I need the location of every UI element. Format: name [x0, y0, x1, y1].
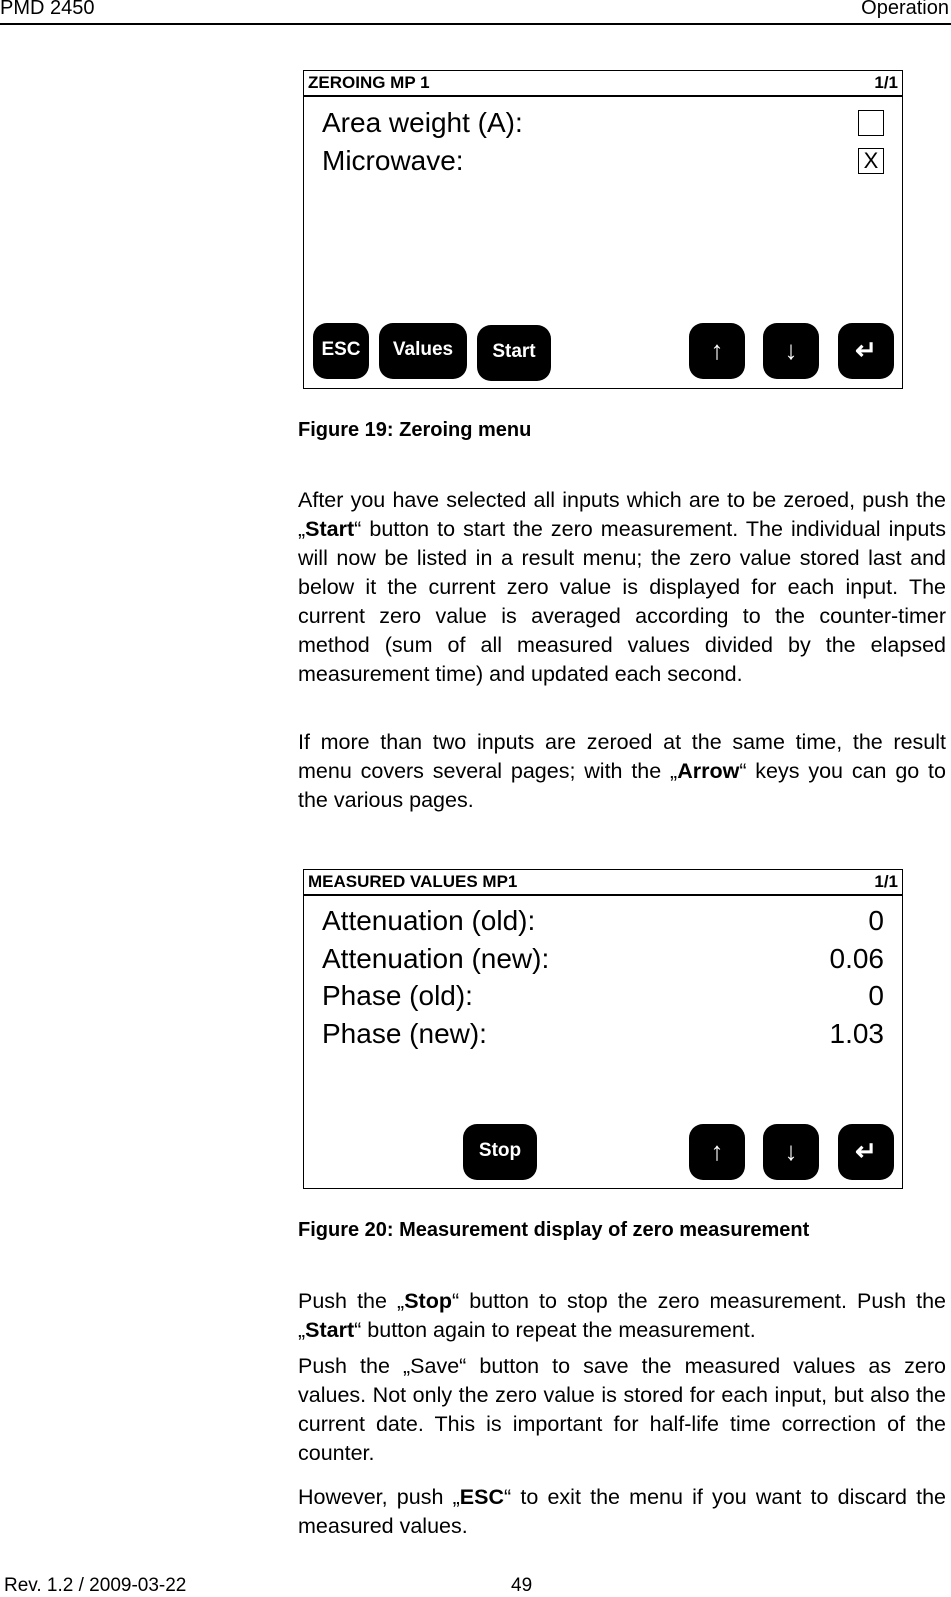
figure-20-caption: Figure 20: Measurement display of zero measurement	[298, 1219, 810, 1241]
measured-values-screen	[303, 869, 903, 1189]
zeroing-screen	[303, 70, 903, 389]
row-label: Area weight (A):	[322, 107, 523, 138]
screen-title: ZEROING MP 1	[308, 73, 430, 92]
start-button[interactable]: Start	[477, 325, 551, 381]
measured-row	[322, 978, 884, 1014]
stop-button[interactable]: Stop	[463, 1124, 537, 1180]
screen-title-bar	[304, 870, 902, 896]
header-divider	[0, 23, 951, 25]
screen-page-indicator: 1/1	[874, 872, 898, 891]
measured-row	[322, 941, 884, 977]
paragraph-start-instructions: After you have selected all inputs which are to be zeroed, push the „Start“ button to start the zero measurement. The individual inputs will now be listed in a result menu; the zero value stored last and below it the current zero value is displayed for each input. The current zero value is averaged according to the counter-timer method (sum of all measured values divided by the elapsed measurement time) and updated each second.	[298, 488, 946, 686]
row-label: Phase (new):	[322, 1018, 487, 1049]
enter-button[interactable]: ↵	[838, 323, 894, 379]
screen-page-indicator: 1/1	[874, 73, 898, 92]
paragraph-esc-instructions: However, push „ESC“ to exit the menu if you want to discard the measured values.	[298, 1485, 946, 1538]
footer-revision: Rev. 1.2 / 2009-03-22	[4, 1575, 187, 1596]
page-header-left: PMD 2450	[0, 0, 95, 19]
zeroing-row-microwave	[322, 143, 884, 179]
esc-button[interactable]: ESC	[313, 323, 369, 379]
row-label: Microwave:	[322, 145, 464, 176]
row-value: 0	[868, 980, 884, 1011]
screen-title-bar	[304, 71, 902, 97]
footer-page-number: 49	[511, 1575, 533, 1596]
screen-title: MEASURED VALUES MP1	[308, 872, 518, 891]
arrow-up-button[interactable]: ↑	[689, 323, 745, 379]
row-label: Attenuation (old):	[322, 905, 536, 936]
zeroing-row-area-weight	[322, 105, 884, 141]
page-header-right: Operation	[861, 0, 949, 19]
measured-row	[322, 1016, 884, 1052]
arrow-down-button[interactable]: ↓	[763, 323, 819, 379]
arrow-up-button[interactable]: ↑	[689, 1124, 745, 1180]
area-weight-checkbox[interactable]	[858, 110, 884, 136]
arrow-down-button[interactable]: ↓	[763, 1124, 819, 1180]
paragraph-stop-instructions: Push the „Stop“ button to stop the zero measurement. Push the „Start“ button again to repeat the measurement.	[298, 1289, 946, 1342]
row-value: 0	[868, 905, 884, 936]
microwave-checkbox[interactable]: X	[858, 148, 884, 174]
row-label: Attenuation (new):	[322, 943, 550, 974]
paragraph-arrow-keys: If more than two inputs are zeroed at the same time, the result menu covers several pages; with the „Arrow“ keys you can go to the various pages.	[298, 730, 946, 812]
row-value: 1.03	[829, 1018, 884, 1049]
enter-button[interactable]: ↵	[838, 1124, 894, 1180]
figure-19-caption: Figure 19: Zeroing menu	[298, 419, 532, 441]
measured-row	[322, 903, 884, 939]
paragraph-save-instructions: Push the „Save“ button to save the measured values as zero values. Not only the zero value is stored for each input, but also the current date. This is important for half-life time correction of the counter.	[298, 1354, 946, 1465]
values-button[interactable]: Values	[379, 323, 467, 379]
row-value: 0.06	[829, 943, 884, 974]
row-label: Phase (old):	[322, 980, 473, 1011]
